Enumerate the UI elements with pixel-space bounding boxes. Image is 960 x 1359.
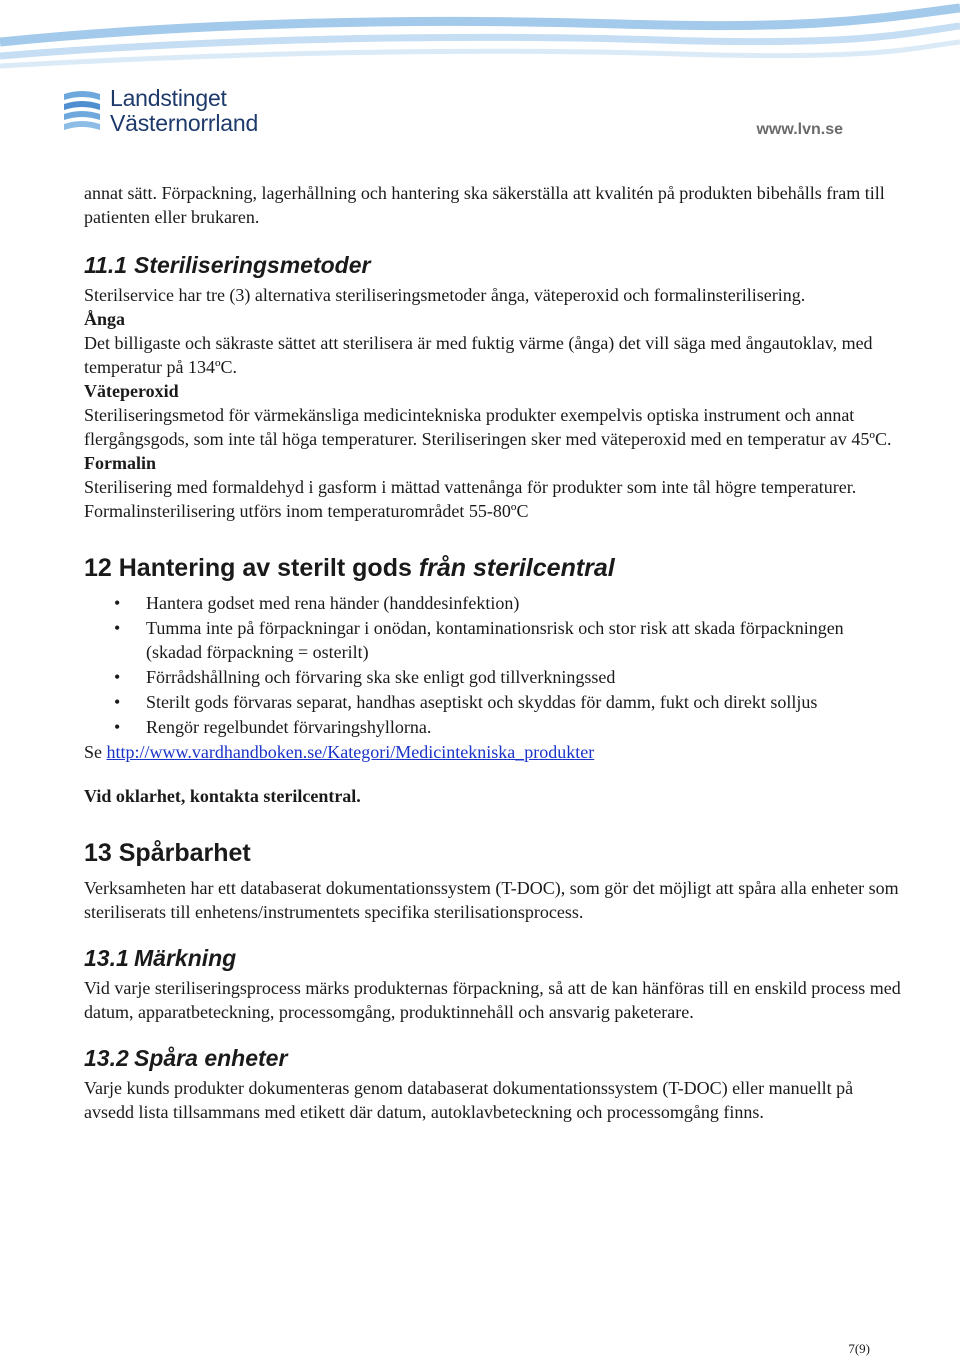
- trace-units-text: Varje kunds produkter dokumenteras genom databaserat dokumentationssystem (T-DOC) eller manuellt på avsedd lista tillsammans med etikett där datum, autoklavbeteckning och processomgång finns.: [84, 1078, 854, 1122]
- logo-wordmark: [110, 86, 258, 136]
- section-13-1-heading: [84, 944, 904, 972]
- intro-paragraph: annat sätt. Förpackning, lagerhållning och hantering ska säkerställa att kvalitén på produkten bibehålls fram till patienten eller brukaren.: [84, 183, 885, 227]
- section-number: 13.1: [84, 945, 129, 971]
- logo-line-1: Landstinget: [110, 85, 227, 111]
- section-13-heading: 13 Spårbarhet: [84, 839, 251, 867]
- section-title: Steriliseringsmetoder: [134, 252, 371, 278]
- section-13-2-heading: [84, 1044, 904, 1072]
- vateperoxid-text: Steriliseringsmetod för värmekänsliga medicintekniska produkter exempelvis optiska instrument och annat flergångsgods, som inte tål höga temperaturer. Steriliseringen sker med väteperoxid med en temperatur av 45ºC.: [84, 405, 892, 449]
- section-number: 13.2: [84, 1045, 129, 1071]
- formalin-text: Sterilisering med formaldehyd i gasform i mättad vattenånga för produkter som inte tål högre temperaturer. Formalinsterilisering utförs inom temperaturområdet 55-80ºC: [84, 477, 857, 521]
- vardhandboken-link[interactable]: http://www.vardhandboken.se/Kategori/Medicintekniska_produkter: [106, 742, 595, 762]
- list-item: • Hantera godset med rena händer (handdesinfektion): [84, 591, 904, 615]
- see-reference: [84, 740, 904, 764]
- header-wave-decoration: [0, 0, 960, 80]
- section-12-title: 12 Hantering av sterilt gods: [84, 554, 419, 582]
- marking-text: Vid varje steriliseringsprocess märks produkternas förpackning, så att de kan hänföras till en enskild process med datum, apparatbeteckning, processomgång, produktinnehåll och ansvarig paketerare.: [84, 978, 901, 1022]
- handling-bullet-list: [84, 591, 904, 739]
- traceability-text: Verksamheten har ett databaserat dokumentationssystem (T-DOC), som gör det möjligt att spåra alla enheter som steriliserats till enhetens/instrumentets specifika sterilisationsprocess.: [84, 878, 899, 922]
- logo-line-2: Västernorrland: [110, 110, 259, 136]
- anga-heading: Ånga: [84, 309, 126, 329]
- list-item: • Förrådshållning och förvaring ska ske enligt god tillverkningssed: [84, 665, 904, 689]
- contact-note: Vid oklarhet, kontakta sterilcentral.: [84, 786, 361, 806]
- section-title: Spåra enheter: [134, 1045, 288, 1071]
- section-12-heading: [84, 553, 904, 583]
- section-number: 11.1: [84, 252, 128, 278]
- vateperoxid-heading: Väteperoxid: [84, 381, 179, 401]
- section-12-title-italic: från sterilcentral: [418, 554, 615, 582]
- page-number: 7(9): [848, 1341, 870, 1356]
- anga-text: Det billigaste och säkraste sättet att sterilisera är med fuktig värme (ånga) det vill säga med ångautoklav, med temperatur på 134ºC.: [84, 333, 873, 377]
- document-body: [84, 181, 904, 1124]
- section-11-1-heading: [84, 251, 904, 279]
- site-url: www.lvn.se: [756, 121, 843, 138]
- formalin-heading: Formalin: [84, 453, 156, 473]
- see-prefix: Se: [84, 742, 107, 762]
- methods-intro: Sterilservice har tre (3) alternativa steriliseringsmetoder ånga, väteperoxid och formalinsterilisering.: [84, 285, 806, 305]
- section-title: Märkning: [134, 945, 237, 971]
- list-item: • Rengör regelbundet förvaringshyllorna.: [84, 715, 904, 739]
- list-item: • Sterilt gods förvaras separat, handhas aseptiskt och skyddas för damm, fukt och direkt solljus: [84, 690, 904, 714]
- list-item: • Tumma inte på förpackningar i onödan, kontaminationsrisk och stor risk att skada förpackningen (skadad förpackning = osterilt): [84, 616, 904, 664]
